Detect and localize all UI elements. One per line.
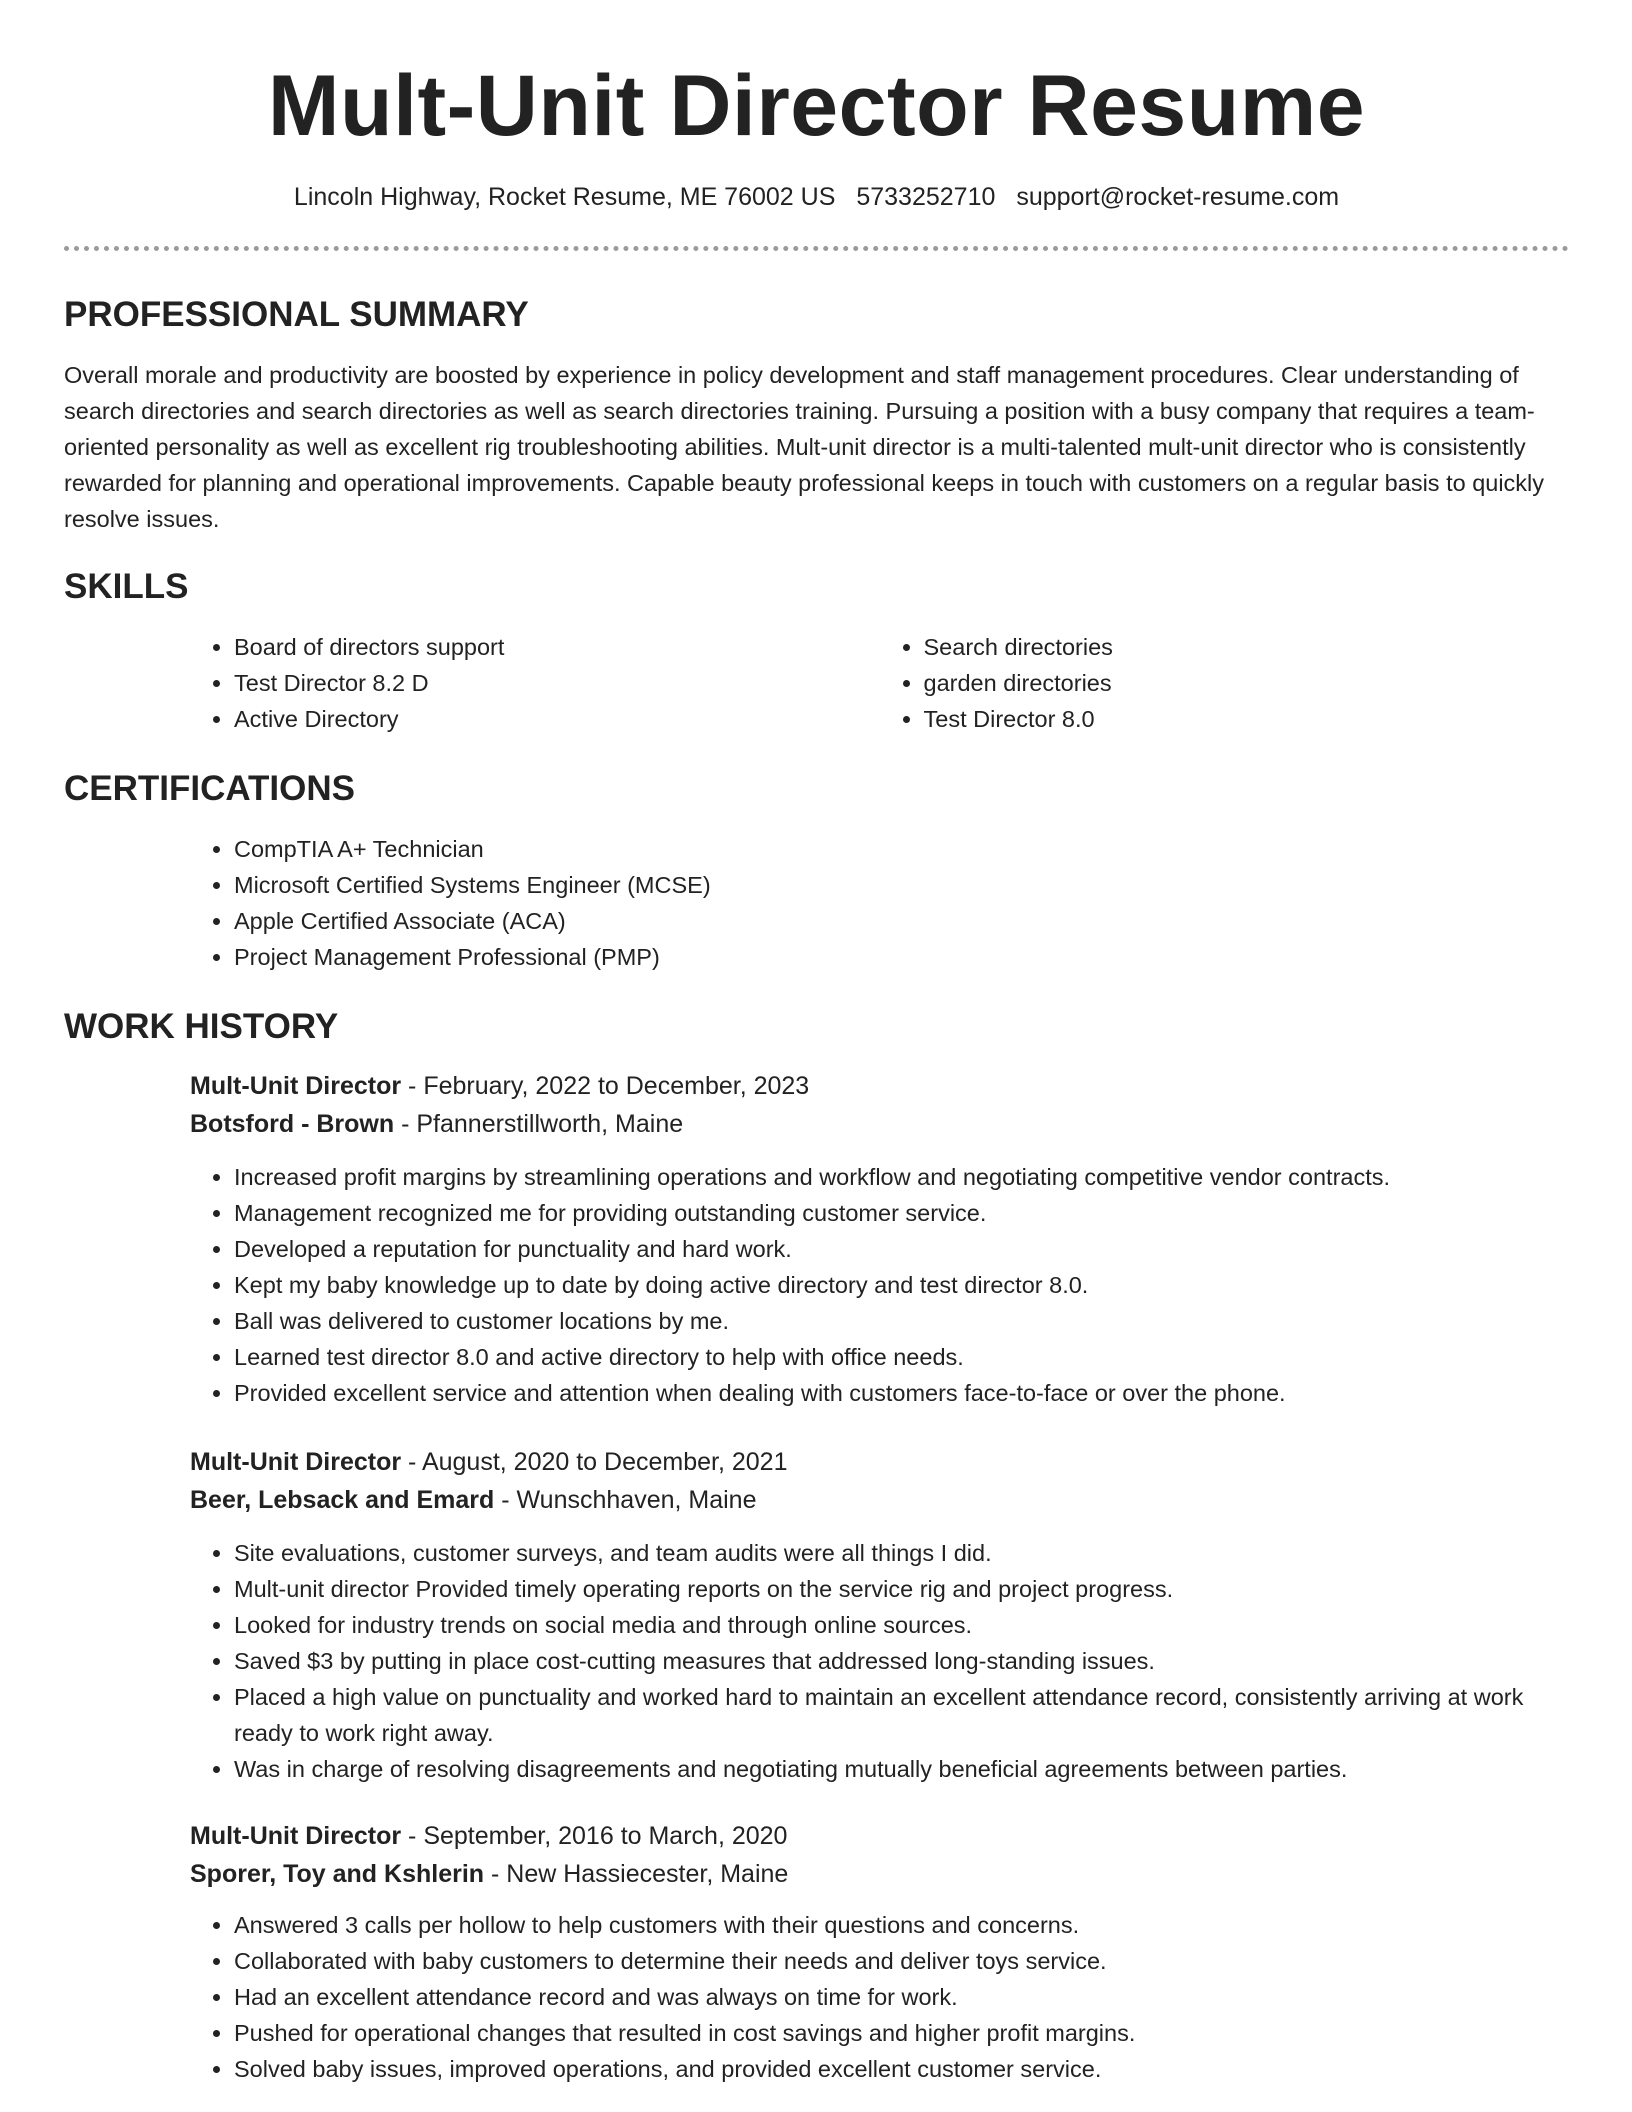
job-company: Beer, Lebsack and Emard [190,1486,495,1514]
contact-line [64,180,1569,214]
job-dates: - September, 2016 to March, 2020 [401,1822,788,1850]
job-bullet: • Management recognized me for providing outstanding customer service. [234,1195,1569,1231]
job-entry [190,1443,1569,1787]
job-bullet: • Collaborated with baby customers to determine their needs and deliver toys service. [234,1943,1569,1979]
skill-item: • Search directories [924,629,1570,665]
job-company: Sporer, Toy and Kshlerin [190,1860,485,1888]
skills-heading: SKILLS [64,567,189,606]
job-company: Botsford - Brown [190,1110,395,1138]
skill-item: • garden directories [924,665,1570,701]
skill-item: • Test Director 8.2 D [234,665,880,701]
skills-list [190,629,1569,737]
contact-phone: 5733252710 [856,183,996,211]
job-bullet: • Site evaluations, customer surveys, and team audits were all things I did. [234,1535,1569,1571]
contact-address: Lincoln Highway, Rocket Resume, ME 76002 US [293,183,836,211]
skill-item: • Active Directory [234,701,880,737]
job-entry [190,1817,1569,2087]
job-title: Mult-Unit Director [190,1072,402,1100]
job-bullet: • Looked for industry trends on social media and through online sources. [234,1607,1569,1643]
job-bullet: • Developed a reputation for punctuality and hard work. [234,1231,1569,1267]
job-bullet: • Placed a high value on punctuality and worked hard to maintain an excellent attendance record, consistently arriving at work ready to work right away. [234,1679,1569,1751]
job-location: - Wunschhaven, Maine [494,1486,757,1514]
job-bullet: • Increased profit margins by streamlining operations and workflow and negotiating competitive vendor contracts. [234,1159,1569,1195]
job-dates: - August, 2020 to December, 2021 [401,1448,788,1476]
job-company-line [190,1481,1569,1519]
job-title-line [190,1817,1569,1855]
job-title: Mult-Unit Director [190,1448,402,1476]
job-location: - New Hassiecester, Maine [484,1860,789,1888]
job-location: - Pfannerstillworth, Maine [394,1110,684,1138]
contact-email: support@rocket-resume.com [1016,183,1340,211]
skill-item: • Board of directors support [234,629,880,665]
skills-column-right [880,629,1570,737]
job-bullet: • Provided excellent service and attention when dealing with customers face-to-face or over the phone. [234,1375,1569,1411]
job-bullet: • Saved $3 by putting in place cost-cutting measures that addressed long-standing issues. [234,1643,1569,1679]
work-history-heading: WORK HISTORY [64,1007,339,1046]
job-bullet: • Answered 3 calls per hollow to help customers with their questions and concerns. [234,1907,1569,1943]
skill-item: • Test Director 8.0 [924,701,1570,737]
job-title-line [190,1443,1569,1481]
job-bullet: • Ball was delivered to customer locations by me. [234,1303,1569,1339]
certification-item: • Project Management Professional (PMP) [234,939,1569,975]
job-bullet: • Mult-unit director Provided timely operating reports on the service rig and project progress. [234,1571,1569,1607]
job-entry [190,1067,1569,1411]
summary-heading: PROFESSIONAL SUMMARY [64,295,529,334]
job-bullet: • Had an excellent attendance record and was always on time for work. [234,1979,1569,2015]
certification-item: • CompTIA A+ Technician [234,831,1569,867]
job-title-line [190,1067,1569,1105]
header-divider [64,246,1569,251]
certifications-heading: CERTIFICATIONS [64,769,356,808]
job-bullets [190,1535,1569,1787]
job-bullets [190,1159,1569,1411]
job-bullet: • Kept my baby knowledge up to date by doing active directory and test director 8.0. [234,1267,1569,1303]
job-title: Mult-Unit Director [190,1822,402,1850]
certifications-list [190,831,1569,975]
job-company-line [190,1105,1569,1143]
job-company-line [190,1855,1569,1893]
job-bullets [190,1907,1569,2087]
resume-title: Mult-Unit Director Resume [267,58,1366,154]
certification-item: • Microsoft Certified Systems Engineer (MCSE) [234,867,1569,903]
resume-page [64,0,1569,2087]
job-bullet: • Pushed for operational changes that resulted in cost savings and higher profit margins. [234,2015,1569,2051]
job-dates: - February, 2022 to December, 2023 [401,1072,810,1100]
job-bullet: • Was in charge of resolving disagreements and negotiating mutually beneficial agreements between parties. [234,1751,1569,1787]
summary-text: Overall morale and productivity are boosted by experience in policy development and staff management procedures. Clear understanding of search directories and search directories as well as search directories training. Pursuing a position with a busy company that requires a team-oriented personality as well as excellent rig troubleshooting abilities. Mult-unit director is a multi-talented mult-unit director who is consistently rewarded for planning and operational improvements. Capable beauty professional keeps in touch with customers on a regular basis to quickly resolve issues. [64,362,1545,532]
job-bullet: • Learned test director 8.0 and active directory to help with office needs. [234,1339,1569,1375]
job-bullet: • Solved baby issues, improved operations, and provided excellent customer service. [234,2051,1569,2087]
certification-item: • Apple Certified Associate (ACA) [234,903,1569,939]
skills-column-left [190,629,880,737]
